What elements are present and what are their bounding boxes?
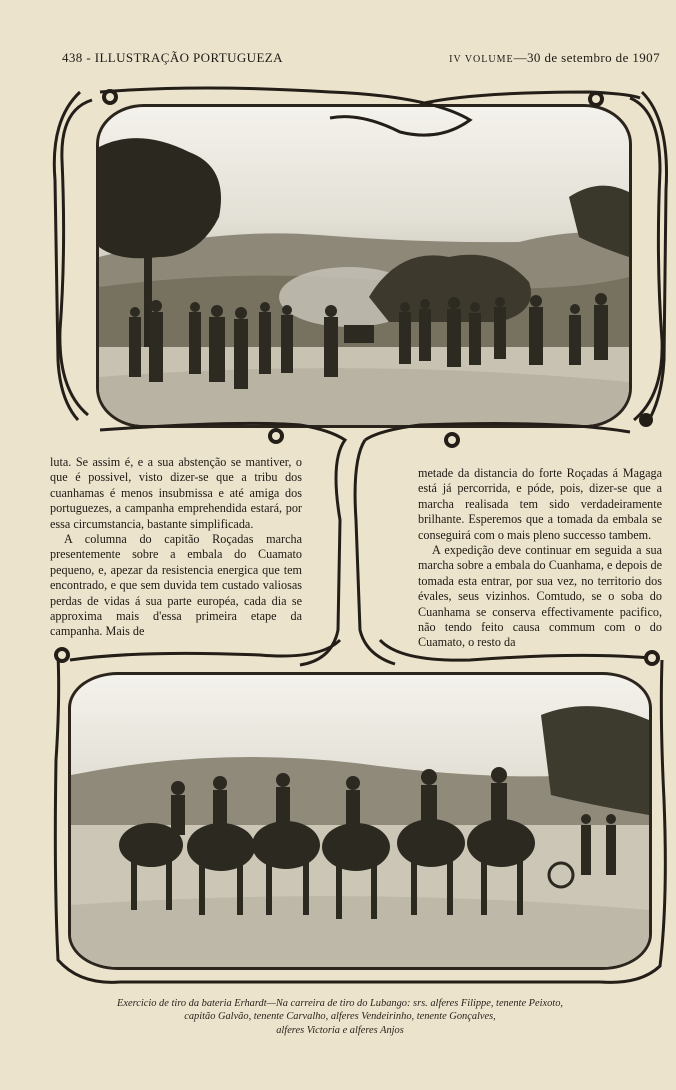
caption-line: capitão Galvão, tenente Carvalho, alferes Vendeirinho, tenente Gonçalves, bbox=[184, 1011, 496, 1023]
caption-line: Exercicio de tiro da bateria Erhardt—Na carreira de tiro do Lubango: srs. alferes Filippe, tenente Peixoto, bbox=[117, 998, 563, 1009]
paragraph: metade da distancia do forte Roçadas á Magaga está já percorrida, e póde, pois, dizer-se que a marcha realisada tem sido verdadeiramente brilhante. Esperemos que a tomada da embala se conseguirá com o mais pleno successo tambem. bbox=[418, 466, 662, 542]
text-column-right bbox=[418, 466, 662, 651]
text-column-left bbox=[50, 455, 302, 640]
paragraph: A columna do capitão Roçadas marcha presentemente sobre a embala do Cuamato pequeno, e, apezar da resistencia energica que tem encontrado, e que sem duvida tem custado valiosas perdas de vidas á sua parte européa, cada dia se approxima mais d'essa primeira etape da campanha. Mais de bbox=[50, 532, 302, 639]
caption-line: alferes Victoria e alferes Anjos bbox=[276, 1024, 404, 1036]
volume-label: IV VOLUME bbox=[449, 54, 514, 65]
date-label: —30 de setembro de 1907 bbox=[513, 50, 660, 65]
paragraph: luta. Se assim é, e a sua abstenção se mantiver, o que é possivel, visto dizer-se que a tribu dos cuanhamas é menos insubmissa e até amiga dos portuguezes, a campanha emprehendida estará, por essa circumstancia, bastante simplificada. bbox=[50, 455, 302, 531]
paragraph: A expedição deve continuar em seguida a sua marcha sobre a embala do Cuanhama, e depois de tomada esta entrar, por sua vez, no territorio dos évales, seus vizinhos. Comtudo, se o soba do Cuanhama se conserva effectivamente pacifico, não tendo feito causa commum com o do Cuamato, o resto da bbox=[418, 543, 662, 650]
photo-caption bbox=[40, 997, 640, 1037]
page-number-title: 438 - ILLUSTRAÇÃO PORTUGUEZA bbox=[62, 50, 283, 65]
